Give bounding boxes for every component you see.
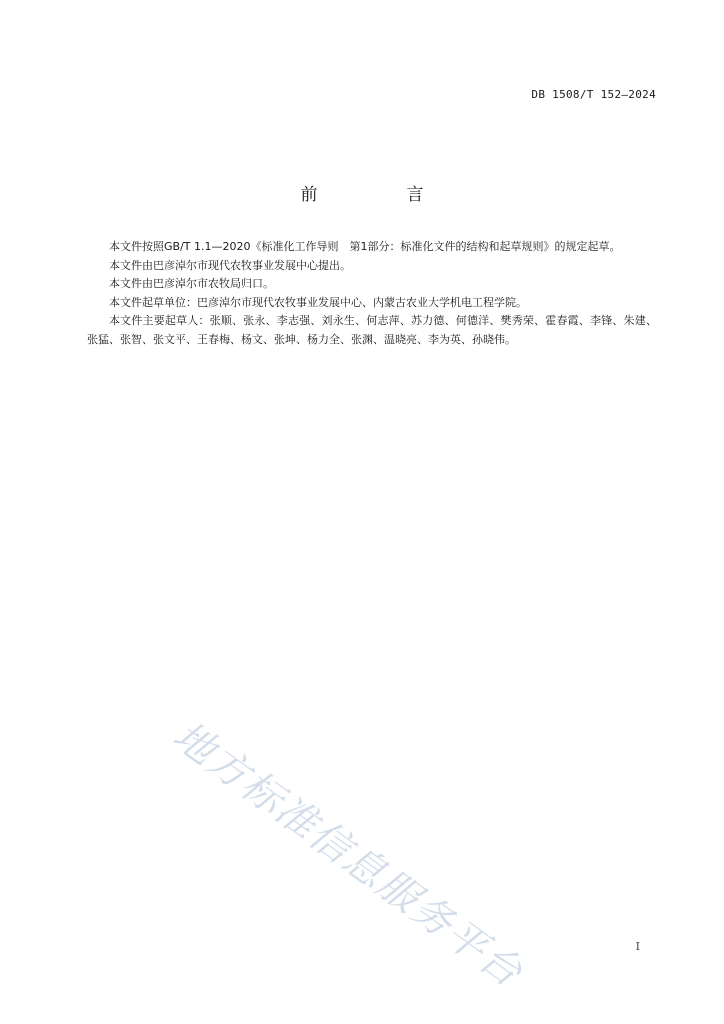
page-number: I xyxy=(635,940,640,953)
paragraph-administrator: 本文件由巴彦淖尔市农牧局归口。 xyxy=(109,277,274,290)
paragraph-drafting-rules: 本文件按照GB/T 1.1—2020《标准化工作导则 第1部分：标准化文件的结构和起草规则》的规定起草。 xyxy=(109,240,621,253)
watermark-text: 地方标准信息服务平台 xyxy=(164,712,532,997)
document-code: DB 1508/T 152—2024 xyxy=(531,88,656,101)
foreword-body xyxy=(87,238,657,349)
paragraph-drafting-units: 本文件起草单位：巴彦淖尔市现代农牧事业发展中心、内蒙古农业大学机电工程学院。 xyxy=(109,295,527,309)
section-title: 前 言 xyxy=(300,185,460,205)
paragraph-proposer: 本文件由巴彦淖尔市现代农牧事业发展中心提出。 xyxy=(109,258,351,272)
paragraph-drafters: 本文件主要起草人：张顺、张永、李志强、刘永生、何志萍、苏力德、何德洋、樊秀荣、霍春霞、李锋、朱建、张猛、张智、张文平、王春梅、杨文、张坤、杨力全、张渊、温晓亮、李为英、孙晓伟。 xyxy=(87,314,657,346)
